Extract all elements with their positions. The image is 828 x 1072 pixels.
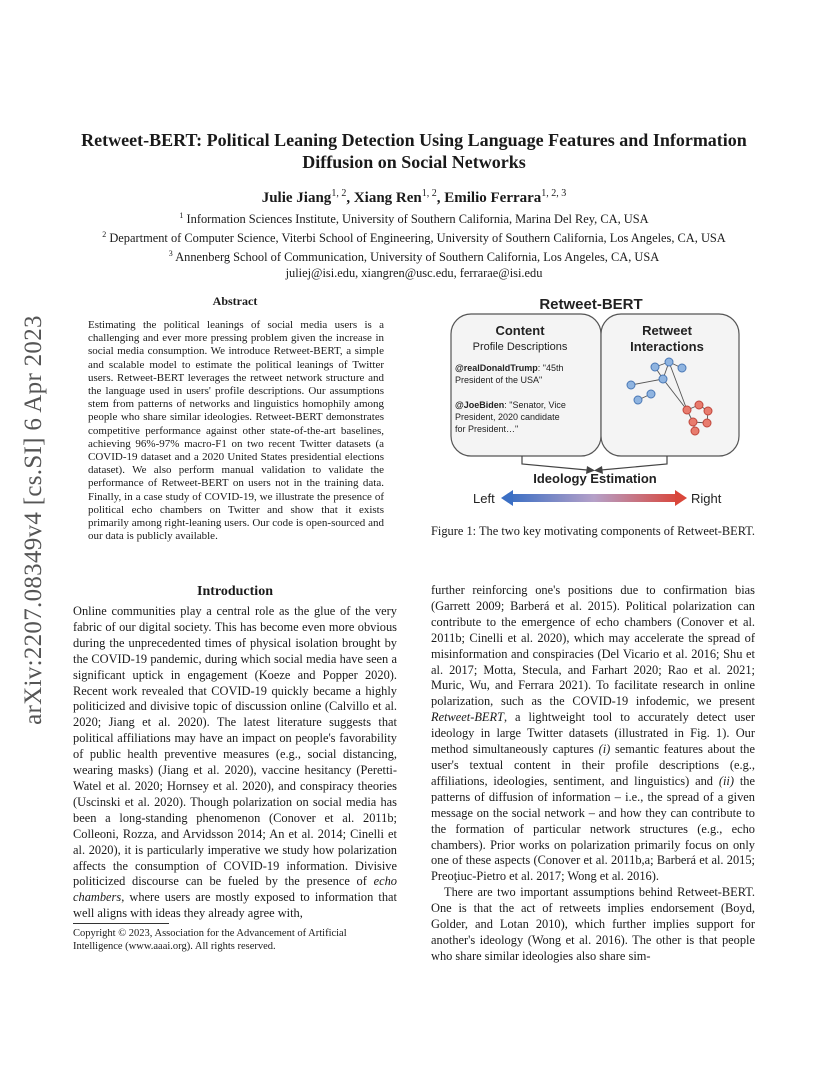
- retweet-bert-diagram: [431, 290, 755, 515]
- tweet-1-line-2: President of the USA": [455, 375, 543, 385]
- tweet-2-line-2: President, 2020 candidate: [455, 412, 560, 422]
- author-name: Emilio Ferrara: [444, 190, 542, 206]
- paper-title: Retweet-BERT: Political Leaning Detection Using Language Features and Information Diffusion on Social Networks: [81, 130, 747, 172]
- affiliations: [60, 208, 768, 281]
- tweet-2-line-3: for President…": [455, 424, 519, 434]
- paragraph: There are two important assumptions behind Retweet-BERT. One is that the act of retweets implies endorsement (Boyd, Golder, and Lotan 2010), which further implies support for another's ideology (Wong et al. 2016). The other is that people who share similar ideologies also share sim-: [431, 885, 755, 963]
- footnote-rule: [73, 923, 169, 924]
- figure-1: [431, 290, 755, 515]
- section-heading-introduction: Introduction: [197, 584, 273, 599]
- left-arrowhead: [501, 490, 513, 506]
- intro-right-column: [431, 583, 755, 965]
- left-label: Left: [473, 491, 495, 506]
- right-label: Right: [691, 491, 722, 506]
- tweet-2-line-1: @JoeBiden: "Senator, Vice: [455, 400, 566, 410]
- tweet-1-line-1: @realDonaldTrump: "45th: [455, 363, 564, 373]
- retweet-title-2: Interactions: [630, 339, 704, 354]
- abstract-heading: Abstract: [212, 294, 258, 308]
- content-arrow: [522, 456, 587, 470]
- paragraph: further reinforcing one's positions due to confirmation bias (Garrett 2009; Barberá et al. 2015). Political polarization can contribute to the emergence of echo chambers (Conover et al. 2011b; Cinelli et al. 2020), which may accelerate the spread of misinformation and conspiracies (Del Vicario et al. 2016; Shu et al. 2017; Motta, Stecula, and Farhart 2020; Rao et al. 2021; Muric, Wu, and Ferrara 2021). To facilitate research in online polarization, such as the COVID-19 infodemic, we present Retweet-BERT, a lightweight tool to accurately detect user ideology in large Twitter datasets (illustrated in Fig. 1). Our method simultaneously captures (i) semantic features about the user's textual content in their profile descriptions (e.g., affiliations, ideologies, sentiment, and linguistics) and (ii) the patterns of diffusion of information – i.e., the spread of a given message on the social network – and how they can contribute to the formation of particular network structures (e.g., echo chambers). Prior works on polarization primarily focus on only one of these aspects (Conover et al. 2011b,a; Barberá et al. 2015; Preoţiuc-Pietro et al. 2017; Wong et al. 2016).: [431, 583, 755, 884]
- intro-left-column: [73, 604, 397, 922]
- author-emails: juliej@isi.edu, xiangren@usc.edu, ferrarae@isi.edu: [285, 266, 543, 281]
- author-name: Julie Jiang: [261, 190, 332, 206]
- retweet-arrow: [601, 456, 667, 470]
- copyright-footnote: Copyright © 2023, Association for the Advancement of Artificial Intelligence (www.aaai.org). All rights reserved.: [73, 928, 347, 952]
- content-subtitle: Profile Descriptions: [472, 341, 568, 353]
- ideology-label: Ideology Estimation: [533, 471, 657, 486]
- figure-title: Retweet-BERT: [539, 296, 643, 313]
- author-name: Xiang Ren: [353, 190, 422, 206]
- arxiv-identifier: arXiv:2207.08349v4 [cs.SI] 6 Apr 2023: [20, 315, 47, 725]
- author-list: Julie Jiang$^{1, 2}$, Xiang Ren$^{1, 2}$, Emilio Ferrara$^{1, 2, 3}$: [261, 188, 567, 206]
- figure-caption: Figure 1: The two key motivating components of Retweet-BERT.: [431, 524, 755, 538]
- abstract-text: Estimating the political leanings of social media users is a challenging and ever more pressing problem given the increase in social media consumption. We introduce Retweet-BERT, a simple and scalable model to estimate the political leanings of Twitter users. Retweet-BERT leverages the retweet network structure and the language used in users' profile descriptions. Our assumptions stem from patterns of networks and linguistics homophily among people who share similar ideologies. Retweet-BERT demonstrates competitive performance against other state-of-the-art baselines, achieving 96%-97% macro-F1 on two recent Twitter datasets (a COVID-19 dataset and a 2020 United States presidential elections dataset). We also perform manual validation to validate the performance of Retweet-BERT on users not in the training data. Finally, in a case study of COVID-19, we illustrate the presence of political echo chambers on Twitter and show that it exists primarily among right-leaning users. Our code is open-sourced and our data is publicly available.: [88, 319, 384, 543]
- affiliation: $^1$ Information Sciences Institute, University of Southern California, Marina Del Rey, CA, USA: [179, 211, 649, 227]
- affiliation: $^2$ Department of Computer Science, Viterbi School of Engineering, University of Southern California, Los Angeles, CA, USA: [102, 230, 726, 246]
- ideology-bar: [509, 494, 679, 502]
- affiliation: $^3$ Annenberg School of Communication, University of Southern California, Los Angeles, CA, USA: [168, 249, 660, 265]
- paragraph: Online communities play a central role as the glue of the very fabric of our digital society. This has become even more obvious during the unprecedented times of physical isolation brought by the COVID-19 pandemic, during which social media have seen a significant uptick in engagement (Koeze and Popper 2020). Recent work revealed that COVID-19 quickly became a highly politicized and divisive topic of discussion online (Calvillo et al. 2020; Jiang et al. 2020). The latest literature suggests that political affiliations may have an impact on people's favorability of public health preventive measures (e.g., social distancing, wearing masks) (Jiang et al. 2020), vaccine hesitancy (Peretti-Watel et al. 2020; Hornsey et al. 2020), and conspiracy theories (Uscinski et al. 2020). Though polarization on social media has been a long-standing phenomenon (Conover et al. 2011b; Colleoni, Rozza, and Arvidsson 2014; An et al. 2014; Cinelli et al. 2020), it is particularly imperative we study how polarization affects the consumption of COVID-19 information. Divisive politicized discourse can be fueled by the presence of echo chambers, where users are mostly exposed to information that well aligns with ideas they already agree with,: [73, 604, 397, 921]
- retweet-title-1: Retweet: [642, 323, 692, 338]
- right-arrowhead: [675, 490, 687, 506]
- content-title: Content: [495, 323, 545, 338]
